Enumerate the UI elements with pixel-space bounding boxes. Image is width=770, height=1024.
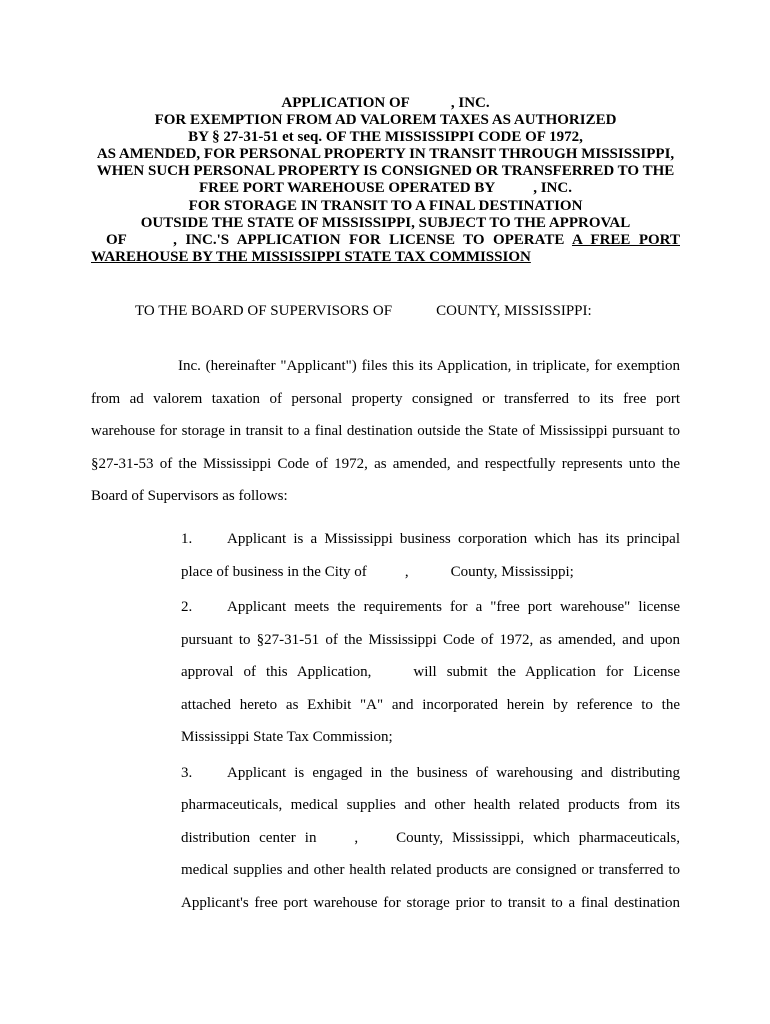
item-number: 1. — [181, 531, 193, 547]
item-text: , — [404, 563, 409, 580]
heading-line-8: OUTSIDE THE STATE OF MISSISSIPPI, SUBJECT TO THE APPROVAL — [140, 214, 631, 231]
item-line: pharmaceuticals, medical supplies and other health related products from its — [181, 797, 680, 813]
item-line — [181, 822, 680, 855]
paragraph-line: from ad valorem taxation of personal property consigned or transferred to its free port — [91, 390, 680, 407]
item-text: will submit the Application for License — [413, 664, 681, 680]
item-line: attached hereto as Exhibit "A" and incorporated herein by reference to the — [181, 696, 680, 713]
item-text: place of business in the City of — [181, 563, 367, 580]
item-line — [181, 656, 680, 689]
salutation — [135, 303, 592, 320]
paragraph-line: warehouse for storage in transit to a final destination outside the State of Mississippi pursuant to — [91, 423, 680, 439]
item-number: 3. — [181, 764, 193, 781]
item-text: Applicant is a Mississippi business corporation which has its principal — [227, 531, 680, 547]
heading-line-10: WAREHOUSE BY THE MISSISSIPPI STATE TAX COMMISSION — [91, 248, 531, 265]
document-heading — [91, 95, 680, 266]
list-item — [181, 591, 680, 754]
item-line — [181, 523, 680, 556]
heading-text: , INC.'S APPLICATION FOR LICENSE TO OPERATE — [173, 231, 565, 248]
paragraph-line: Board of Supervisors as follows: — [91, 488, 288, 504]
heading-text: OF — [106, 231, 127, 248]
item-line — [181, 556, 680, 589]
intro-paragraph — [91, 350, 680, 513]
heading-text: APPLICATION OF — [281, 95, 410, 111]
heading-line-2: FOR EXEMPTION FROM AD VALOREM TAXES AS AUTHORIZED — [154, 112, 617, 129]
item-line: Mississippi State Tax Commission; — [181, 729, 393, 745]
numbered-items — [181, 523, 680, 919]
item-text: Applicant meets the requirements for a "free port warehouse" license — [227, 599, 680, 615]
salutation-text: TO THE BOARD OF SUPERVISORS OF — [135, 303, 393, 319]
list-item — [181, 523, 680, 588]
item-text: distribution center in — [181, 829, 317, 846]
item-line: medical supplies and other health related products are consigned or transferred to — [181, 862, 680, 878]
item-text: approval of this Application, — [181, 664, 372, 680]
item-line: Applicant's free port warehouse for storage prior to transit to a final destination — [181, 894, 680, 911]
heading-line-4: AS AMENDED, FOR PERSONAL PROPERTY IN TRANSIT THROUGH MISSISSIPPI, — [96, 146, 675, 163]
heading-text: , INC. — [533, 180, 572, 197]
heading-text: FREE PORT WAREHOUSE OPERATED BY — [199, 180, 496, 197]
item-line — [181, 591, 680, 624]
item-text: , — [354, 829, 359, 846]
item-number: 2. — [181, 599, 193, 615]
heading-line-7: FOR STORAGE IN TRANSIT TO A FINAL DESTINATION — [188, 197, 583, 214]
heading-line-9 — [91, 232, 680, 249]
paragraph-line: §27-31-53 of the Mississippi Code of 1972, as amended, and respectfully represents unto the — [91, 455, 680, 472]
item-line: pursuant to §27-31-51 of the Mississippi Code of 1972, as amended, and upon — [181, 631, 680, 648]
item-text: County, Mississippi; — [450, 563, 574, 580]
heading-line-3: BY § 27-31-51 et seq. OF THE MISSISSIPPI CODE OF 1972, — [188, 129, 583, 146]
heading-line-6 — [91, 180, 680, 197]
heading-line-5: WHEN SUCH PERSONAL PROPERTY IS CONSIGNED OR TRANSFERRED TO THE — [96, 163, 675, 180]
paragraph-line: Inc. (hereinafter "Applicant") files this its Application, in triplicate, for exemption — [178, 358, 680, 374]
item-text: County, Mississippi, which pharmaceuticals, — [396, 829, 681, 846]
list-item — [181, 757, 680, 920]
item-text: Applicant is engaged in the business of warehousing and distributing — [227, 764, 680, 781]
heading-text: , INC. — [450, 95, 490, 111]
item-line — [181, 757, 680, 790]
heading-underlined-text: A FREE PORT — [571, 231, 680, 248]
heading-line-1 — [91, 95, 680, 112]
salutation-text: COUNTY, MISSISSIPPI: — [436, 303, 592, 319]
